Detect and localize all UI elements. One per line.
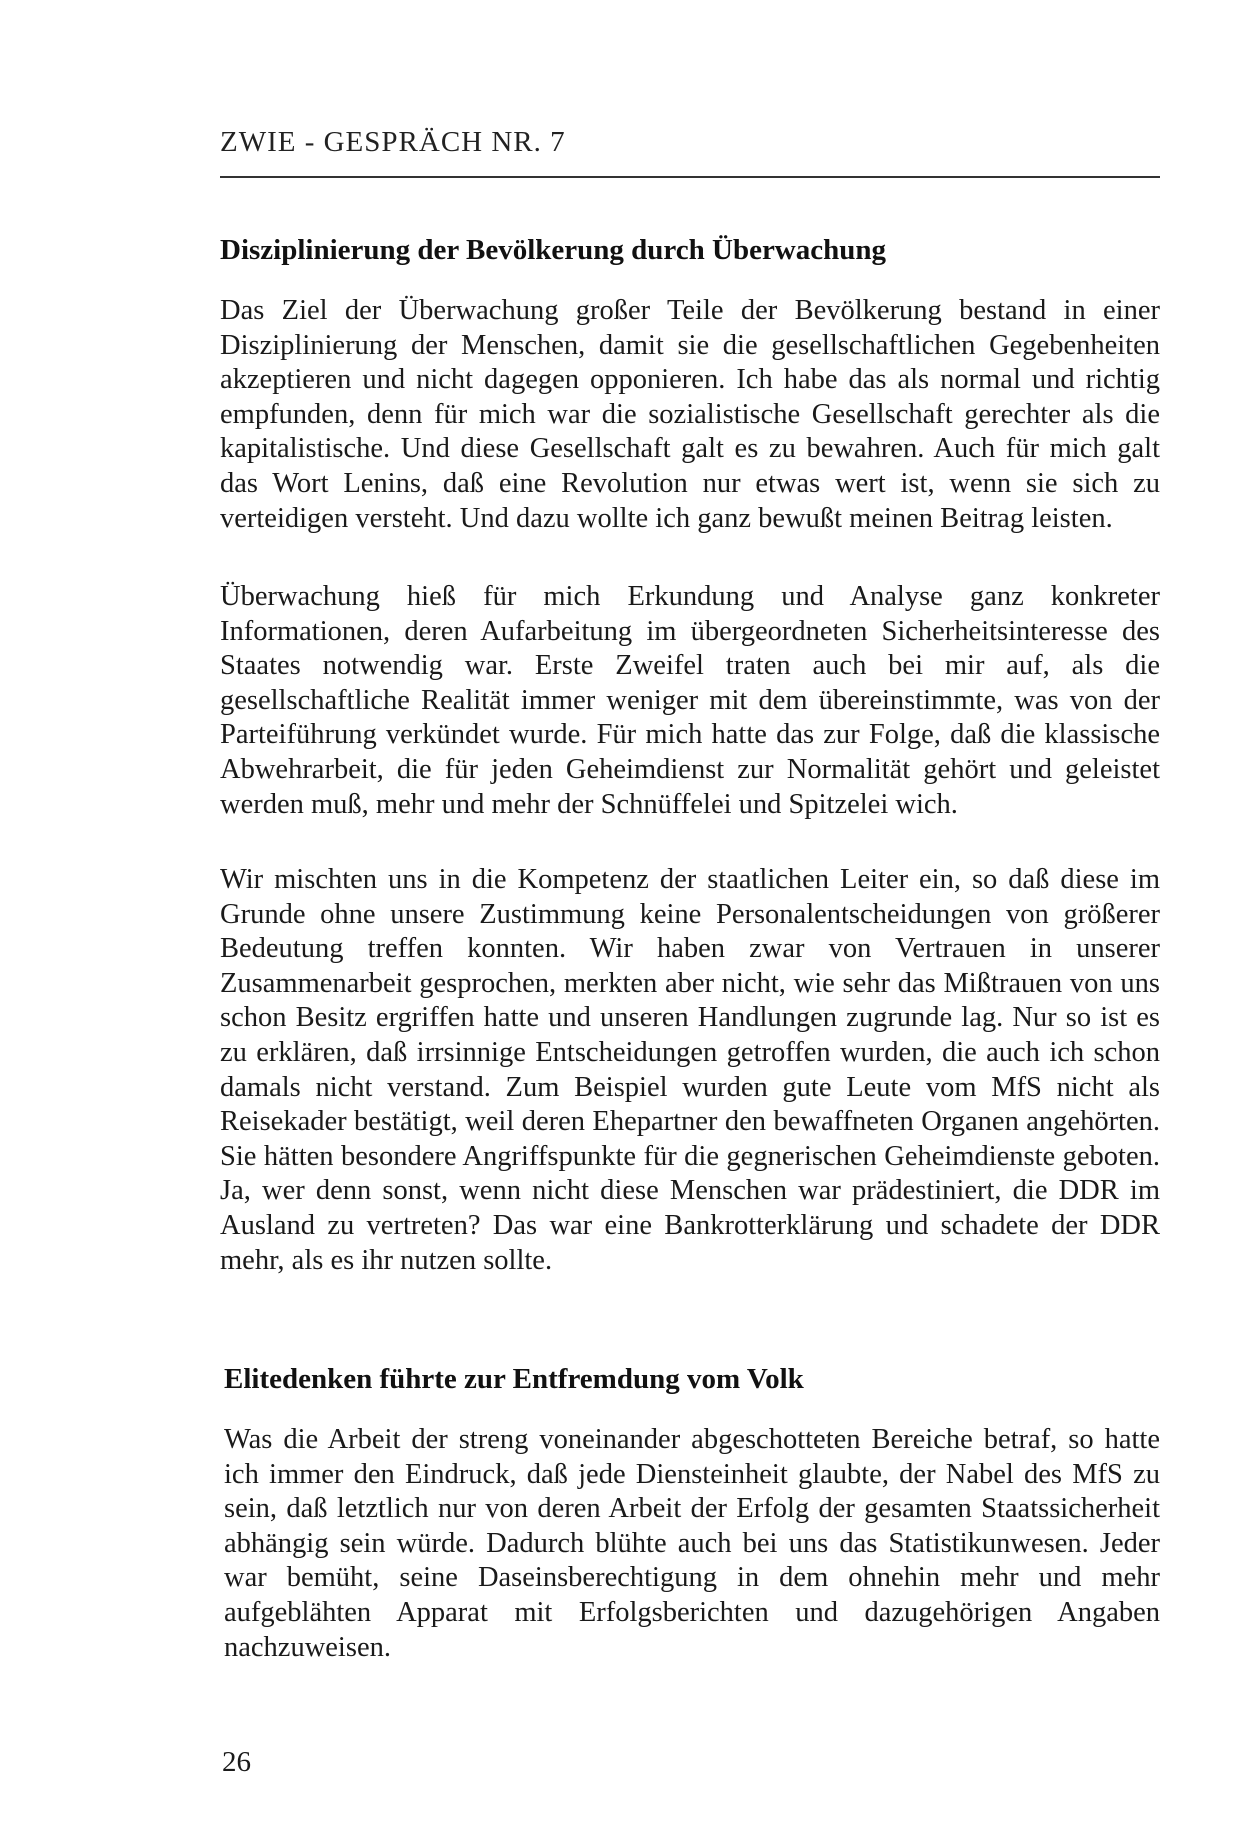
page-number: 26 [222,1746,251,1778]
paragraph: Überwachung hieß für mich Erkundung und Analyse ganz konkreter Informationen, deren Aufarbeitung im übergeordneten Sicherheitsinteresse des Staates notwendig war. Erste Zweifel traten auch bei mir auf, als die gesellschaftliche Realität immer weniger mit dem übereinstimmte, was von der Parteiführung verkündet wurde. Für mich hatte das zur Folge, daß die klassische Abwehrarbeit, die für jeden Geheimdienst zur Normalität gehört und geleistet werden muß, mehr und mehr der Schnüffelei und Spitzelei wich. [220,581,1160,820]
header-rule [220,176,1160,178]
paragraph: Was die Arbeit der streng voneinander abgeschotteten Bereiche betraf, so hatte ich immer den Eindruck, daß jede Diensteinheit glaubte, der Nabel des MfS zu sein, daß letztlich nur von deren Arbeit der Erfolg der gesamten Staatssicherheit abhängig sein würde. Dadurch blühte auch bei uns das Statistikunwesen. Jeder war bemüht, seine Daseinsberechtigung in dem ohnehin mehr und mehr aufgeblähten Apparat mit Erfolgsberichten und dazugehörigen Angaben nachzuweisen. [224,1424,1160,1663]
paragraph: Das Ziel der Überwachung großer Teile der Bevölkerung bestand in einer Disziplinierung der Menschen, damit sie die gesellschaftlichen Gegebenheiten akzeptieren und nicht dagegen opponieren. Ich habe das als normal und richtig empfunden, denn für mich war die sozialistische Gesellschaft gerechter als die kapitalistische. Und diese Gesellschaft galt es zu bewahren. Auch für mich galt das Wort Lenins, daß eine Revolution nur etwas wert ist, wenn sie sich zu verteidigen versteht. Und dazu wollte ich ganz bewußt meinen Beitrag leisten. [220,295,1160,534]
section-heading-elitism: Elitedenken führte zur Entfremdung vom Volk [224,1363,804,1395]
paragraph: Wir mischten uns in die Kompetenz der staatlichen Leiter ein, so daß diese im Grunde ohne unsere Zustimmung keine Personalentscheidungen von größerer Bedeutung treffen konnten. Wir haben zwar von Vertrauen in unserer Zusammenarbeit gesprochen, merkten aber nicht, wie sehr das Mißtrauen von uns schon Besitz ergriffen hatte und unseren Handlungen zugrunde lag. Nur so ist es zu erklären, daß irrsinnige Entscheidungen getroffen wurden, die auch ich schon damals nicht verstand. Zum Beispiel wurden gute Leute vom MfS nicht als Reisekader bestätigt, weil deren Ehepartner den bewaffneten Organen angehörten. Sie hätten besondere Angriffspunkte für die gegnerischen Geheimdienste geboten. Ja, wer denn sonst, wenn nicht diese Menschen war prädestiniert, die DDR im Ausland zu vertreten? Das war eine Bankrotterklärung und schadete der DDR mehr, als es ihr nutzen sollte. [220,864,1160,1276]
section-heading-surveillance: Disziplinierung der Bevölkerung durch Überwachung [220,234,887,266]
running-header: ZWIE - GESPRÄCH NR. 7 [220,126,566,158]
document-page [220,0,1160,1844]
